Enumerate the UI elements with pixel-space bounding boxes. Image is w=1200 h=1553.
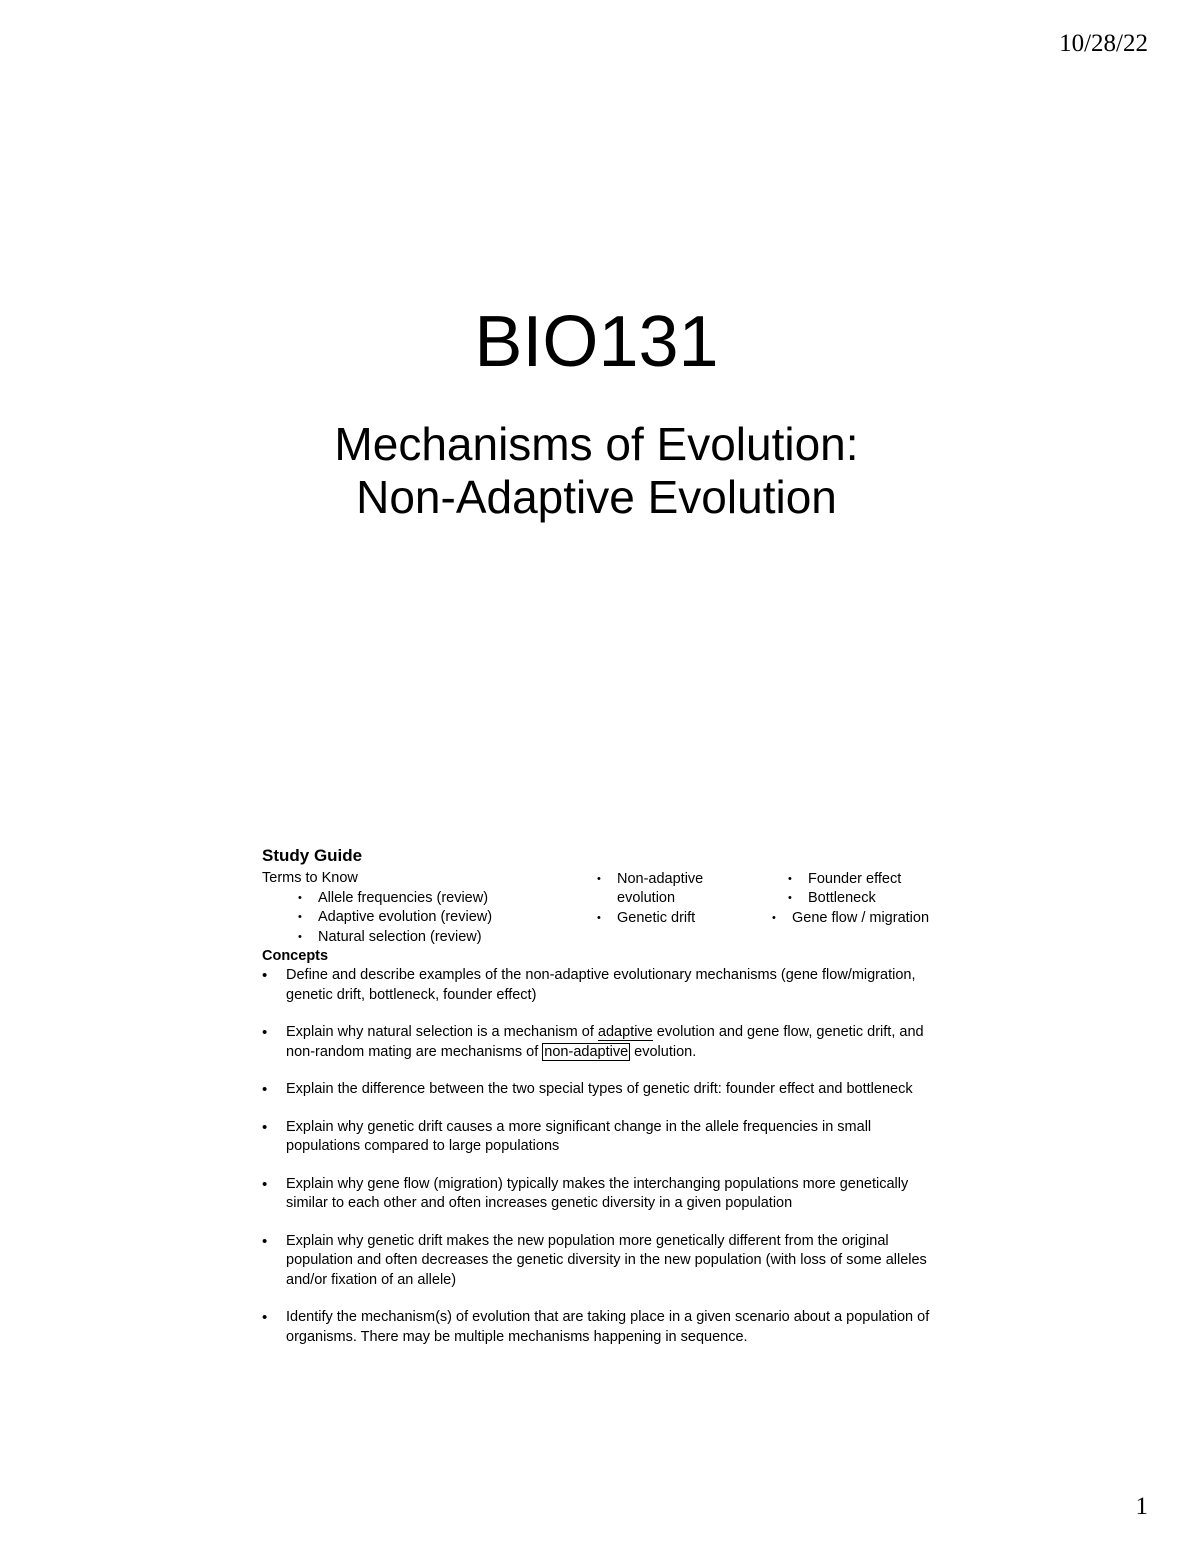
concepts-label: Concepts <box>262 947 329 964</box>
concept-item <box>262 1023 946 1062</box>
term-item: • Bottleneck <box>786 889 976 909</box>
terms-column-1 <box>296 889 492 948</box>
term-item: • Genetic drift <box>595 909 745 929</box>
terms-to-know-label: Terms to Know <box>262 870 358 886</box>
terms-column-2 <box>595 870 745 929</box>
underlined-non-adaptive: non-adaptive <box>544 1043 629 1060</box>
study-guide-heading: Study Guide <box>262 846 363 865</box>
concept-item: • Explain the difference between the two special types of genetic drift: founder effect and bottleneck <box>262 1080 946 1100</box>
page-number: 1 <box>1135 1493 1148 1520</box>
terms-column-3 <box>786 870 976 929</box>
concept-text: evolution and gene flow, genetic drift, and non-random mating are mechanisms of <box>286 1024 924 1060</box>
concept-text: evolution. <box>630 1043 697 1060</box>
subtitle-line-1: Mechanisms of Evolution: <box>334 418 859 470</box>
term-item: • Non-adaptive evolution <box>595 870 745 909</box>
concept-item: • Explain why gene flow (migration) typically makes the interchanging populations more genetically similar to each other and often increases genetic diversity in a given population <box>262 1175 946 1214</box>
term-item: • Allele frequencies (review) <box>296 889 492 909</box>
concepts-list <box>262 966 962 1347</box>
concept-item: • Identify the mechanism(s) of evolution that are taking place in a given scenario about a population of organisms. There may be multiple mechanisms happening in sequence. <box>262 1308 946 1347</box>
underlined-adaptive: adaptive <box>597 1024 653 1040</box>
concept-item: • Explain why genetic drift makes the new population more genetically different from the original population and often decreases the genetic diversity in the new population (with loss of some alleles and/or fixation of an allele) <box>262 1232 946 1291</box>
concept-item: • Define and describe examples of the non-adaptive evolutionary mechanisms (gene flow/migration, genetic drift, bottleneck, founder effect) <box>262 966 946 1005</box>
slide-date: 10/28/22 <box>1059 30 1148 57</box>
concept-item: • Explain why genetic drift causes a more significant change in the allele frequencies in small populations compared to large populations <box>262 1118 946 1157</box>
course-title: BIO131 <box>474 302 719 382</box>
term-item: • Natural selection (review) <box>296 928 492 948</box>
concept-text: Explain why natural selection is a mechanism of <box>286 1024 598 1040</box>
term-item: • Founder effect <box>786 870 976 890</box>
term-item: • Gene flow / migration <box>770 909 960 929</box>
subtitle-line-2: Non-Adaptive Evolution <box>356 471 837 523</box>
term-item: • Adaptive evolution (review) <box>296 908 492 928</box>
lecture-subtitle <box>0 418 1193 524</box>
study-guide <box>262 845 962 1365</box>
